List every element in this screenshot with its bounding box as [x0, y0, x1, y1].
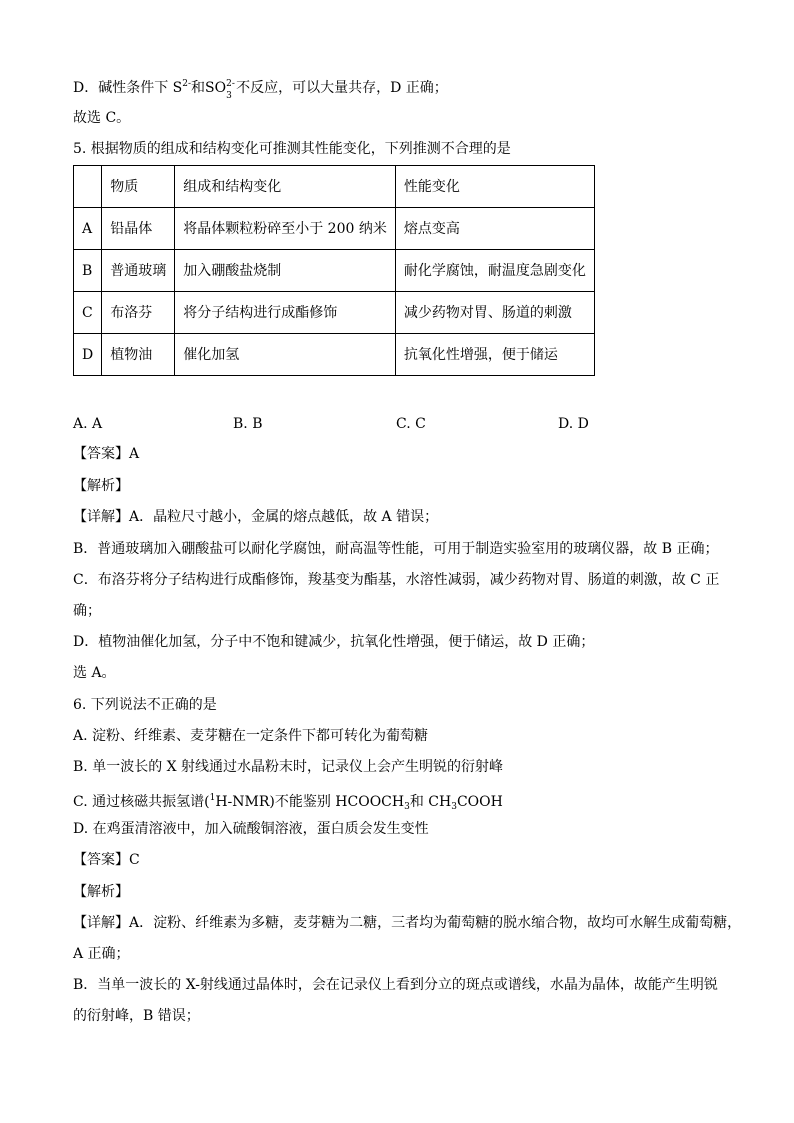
question-5-table: [73, 165, 595, 376]
q5-option-a: A. A: [73, 416, 103, 432]
q5-conclusion: 选 A。: [73, 665, 116, 681]
table-cell: 抗氧化性增强，便于储运: [395, 334, 594, 376]
text-segment: D．碱性条件下 S: [73, 80, 183, 96]
text-segment: COOH: [456, 794, 503, 810]
q6-answer: 【答案】C: [73, 852, 140, 868]
q6-detail-a-cont: A 正确；: [73, 946, 130, 962]
table-cell: 铅晶体: [102, 208, 175, 250]
subscript-index: 3: [451, 802, 457, 812]
subscript-index: 3: [404, 802, 410, 812]
table-cell: 催化加氢: [175, 334, 396, 376]
table-cell: D: [74, 334, 102, 376]
superscript-charge: 2-: [182, 79, 192, 89]
q6-option-a: A. 淀粉、纤维素、麦芽糖在一定条件下都可转化为葡萄糖: [73, 728, 429, 744]
q5-analysis-heading: 【解析】: [73, 478, 129, 494]
table-cell: 性能变化: [395, 166, 594, 208]
table-cell: 将分子结构进行成酯修饰: [175, 292, 396, 334]
table-cell: 植物油: [102, 334, 175, 376]
q5-detail-d: D．植物油催化加氢，分子中不饱和键减少，抗氧化性增强，便于储运，故 D 正确；: [73, 634, 595, 650]
superscript-isotope: 1: [209, 793, 216, 803]
q5-detail-c-cont: 确；: [73, 603, 101, 619]
q5-detail-a: 【详解】A．晶粒尺寸越小，金属的熔点越低，故 A 错误；: [73, 509, 439, 525]
text-segment: 和 CH: [409, 794, 452, 810]
table-cell: 将晶体颗粒粉碎至小于 200 纳米: [175, 208, 396, 250]
q6-analysis-heading: 【解析】: [73, 884, 129, 900]
table-cell: 加入硼酸盐烧制: [175, 250, 396, 292]
q6-option-c: [73, 788, 503, 817]
table-cell: 组成和结构变化: [175, 166, 396, 208]
table-cell: 耐化学腐蚀，耐温度急剧变化: [395, 250, 594, 292]
text-segment: 和SO: [191, 80, 227, 96]
table-cell: A: [74, 208, 102, 250]
q5-detail-c: C．布洛芬将分子结构进行成酯修饰，羧基变为酯基，水溶性减弱，减少药物对胃、肠道的刺激，故 C 正: [73, 572, 720, 588]
table-cell: 普通玻璃: [102, 250, 175, 292]
text-segment: C. 通过核磁共振氢谱(: [73, 794, 210, 810]
question-5-stem: 5. 根据物质的组成和结构变化可推测其性能变化，下列推测不合理的是: [73, 141, 511, 157]
superscript-charge: 2-: [226, 79, 235, 89]
q6-detail-b-cont: 的衍射峰，B 错误；: [73, 1008, 200, 1024]
question-6-stem: 6. 下列说法不正确的是: [73, 697, 217, 713]
table-row: [74, 250, 595, 292]
q6-option-d: D. 在鸡蛋清溶液中，加入硫酸铜溶液，蛋白质会发生变性: [73, 821, 429, 837]
table-row: [74, 334, 595, 376]
q5-option-d: D. D: [558, 416, 589, 432]
q5-option-b: B. B: [233, 416, 263, 432]
q5-detail-b: B．普通玻璃加入硼酸盐可以耐化学腐蚀，耐高温等性能，可用于制造实验室用的玻璃仪器，故 B 正确；: [73, 541, 719, 557]
conclusion-line: 故选 C。: [73, 110, 131, 126]
table-cell: B: [74, 250, 102, 292]
sulfite-charge-index: [226, 79, 236, 101]
table-cell: 熔点变高: [395, 208, 594, 250]
q6-detail-a: 【详解】A．淀粉、纤维素为多糖，麦芽糖为二糖，三者均为葡萄糖的脱水缩合物，故均可水解生成葡萄糖，: [73, 915, 742, 931]
text-segment: 不反应，可以大量共存，D 正确；: [236, 80, 448, 96]
text-segment: H-NMR)不能鉴别 HCOOCH: [215, 794, 405, 810]
table-cell: C: [74, 292, 102, 334]
table-cell: 物质: [102, 166, 175, 208]
q6-detail-b: B．当单一波长的 X-射线通过晶体时，会在记录仪上看到分立的斑点或谱线，水晶为晶体，故能产生明锐: [73, 977, 718, 993]
table-row: [74, 292, 595, 334]
table-cell: 布洛芬: [102, 292, 175, 334]
table-header-row: [74, 166, 595, 208]
table-row: [74, 208, 595, 250]
subscript-index: 3: [226, 91, 232, 101]
table-cell: 减少药物对胃、肠道的刺激: [395, 292, 594, 334]
q5-answer: 【答案】A: [73, 446, 140, 462]
table-cell: [74, 166, 102, 208]
q6-option-b: B. 单一波长的 X 射线通过水晶粉末时，记录仪上会产生明锐的衍射峰: [73, 759, 504, 775]
q5-option-c: C. C: [396, 416, 426, 432]
explanation-line-d: [73, 74, 448, 101]
